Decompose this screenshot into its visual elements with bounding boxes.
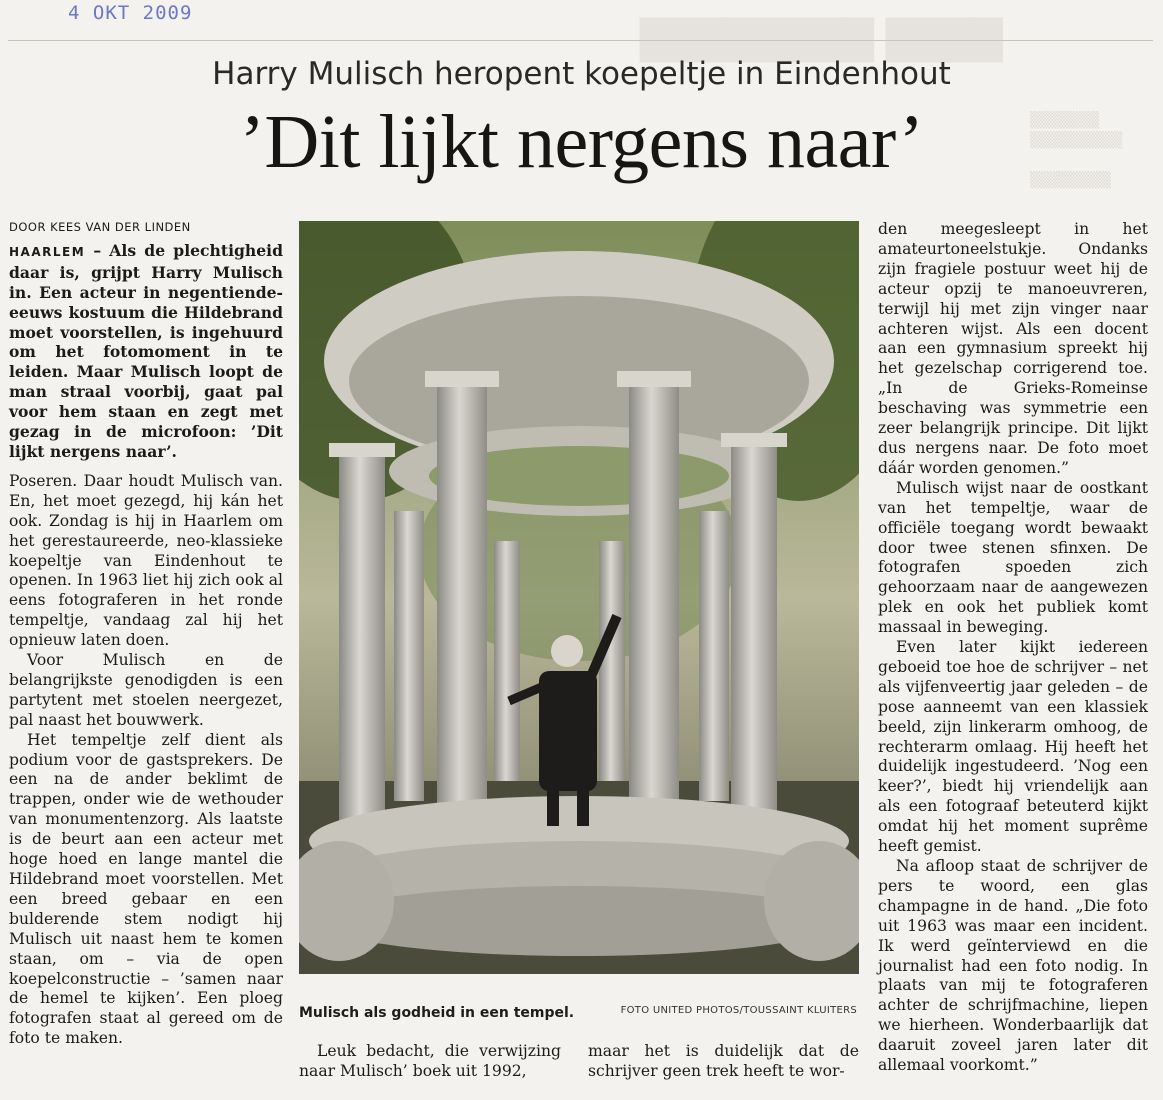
column-right-bottom	[588, 1042, 859, 1082]
paragraph: Voor Mulisch en de belangrijkste genodigden is een partytent met stoelen neergezet, pal naast het bouwwerk.	[9, 651, 283, 729]
caption-text: Mulisch als godheid in een tempel.	[299, 1005, 575, 1021]
byline: DOOR KEES VAN DER LINDEN	[9, 220, 191, 234]
paragraph: Mulisch wijst naar de oostkant van het tempeltje, waar de officiële toegang wordt bewaakt door twee stenen sfinxen. De fotografen spoeden zich gehoorzaam naar de aangewezen plek en ook het publiek komt massaal in beweging.	[878, 478, 1148, 637]
lead-text: – Als de plechtigheid daar is, grijpt Harry Mulisch in. Een acteur in negentiende-eeuws kostuum die Hildebrand moet voorstellen, is ingehuurd om het fotomoment in te leiden. Maar Mulisch loopt de man straal voorbij, gaat pal voor hem staan en zegt met gezag in de microfoon: ’Dit lijkt nergens naar’.	[9, 240, 283, 461]
temple-photo	[299, 221, 859, 974]
photo-caption	[299, 1002, 859, 1021]
paragraph: Het tempeltje zelf dient als podium voor de gastsprekers. De een na de ander beklimt de trappen, onder wie de wethouder van monumentenzorg. Als laatste is de beurt aan een acteur met hoge hoed en lange mantel die Hildebrand moet voorstellen. Met een breed gebaar en een bulderende stem nodigt hij Mulisch uit naast hem te komen staan, om – via de open koepelconstructie – ’samen naar de hemel te kijken’. Een ploeg fotografen staat al gereed om de foto te maken.	[9, 730, 283, 1048]
photo-illustration	[299, 221, 859, 974]
paragraph: Na afloop staat de schrijver de pers te woord, een glas champagne in de hand. „Die foto uit 1963 was maar een incident. Ik werd geïnterviewd en die journalist had een foto nodig. In plaats van mij te fotograferen achter de schrijfmachine, liepen we hierheen. Wonderbaarlijk dat daaruit zoveel jaren later dit allemaal voorkomt.”	[878, 857, 1148, 1075]
photo-credit: FOTO UNITED PHOTOS/TOUSSAINT KLUITERS	[620, 1005, 857, 1016]
bleed-through-right: ▒▒▒▒▒▒ ▒▒▒▒▒▒▒▒ ▒▒▒▒▒▒▒	[1030, 111, 1123, 189]
main-headline: ’Dit lijkt nergens naar’	[239, 100, 924, 184]
bleed-through-headline: ████████ ████	[640, 18, 1003, 62]
paragraph: Even later kijkt iedereen geboeid toe hoe de schrijver – net als vijfenveertig jaar geleden – de pose aanneemt van een klassiek beeld, zijn linkerarm omhoog, de rechterarm omlaag. Hij heeft het duidelijk ingestudeerd. ’Nog een keer?’, biedt hij vriendelijk aan als een fotograaf beteuterd kijkt omdat hij het moment suprême heeft gemist.	[878, 638, 1148, 856]
date-stamp: 4 OKT 2009	[68, 2, 193, 24]
column-right	[878, 220, 1148, 1076]
paragraph: Poseren. Daar houdt Mulisch van. En, het moet gezegd, hij kán het ook. Zondag is hij in Haarlem om het gerestaureerde, neo-klassieke koepeltje van Eindenhout te openen. In 1963 liet hij zich ook al eens fotograferen in het ronde tempeltje, vandaag zal hij het opnieuw laten doen.	[9, 471, 283, 650]
paragraph: maar het is duidelijk dat de schrijver geen trek heeft te wor-	[588, 1042, 859, 1080]
kicker-headline: Harry Mulisch heropent koepeltje in Eindenhout	[212, 56, 951, 92]
column-left	[9, 218, 283, 1049]
column-middle-bottom	[299, 1042, 561, 1082]
paragraph: den meegesleept in het amateurtoneelstukje. Ondanks zijn fragiele postuur weet hij de acteur opzij te manoeuvreren, terwijl hij met zijn vinger naar achteren wijst. Als een docent aan een gymnasium spreekt hij het gezelschap corrigerend toe. „In de Grieks-Romeinse beschaving was symmetrie een zeer belangrijk principe. Dit lijkt dus nergens naar. De foto moet dáár worden genomen.”	[878, 220, 1148, 477]
dateline-place: HAARLEM	[9, 244, 86, 259]
lead-paragraph	[9, 241, 283, 462]
paragraph: Leuk bedacht, die verwijzing naar Mulisch’ boek uit 1992,	[299, 1042, 561, 1080]
